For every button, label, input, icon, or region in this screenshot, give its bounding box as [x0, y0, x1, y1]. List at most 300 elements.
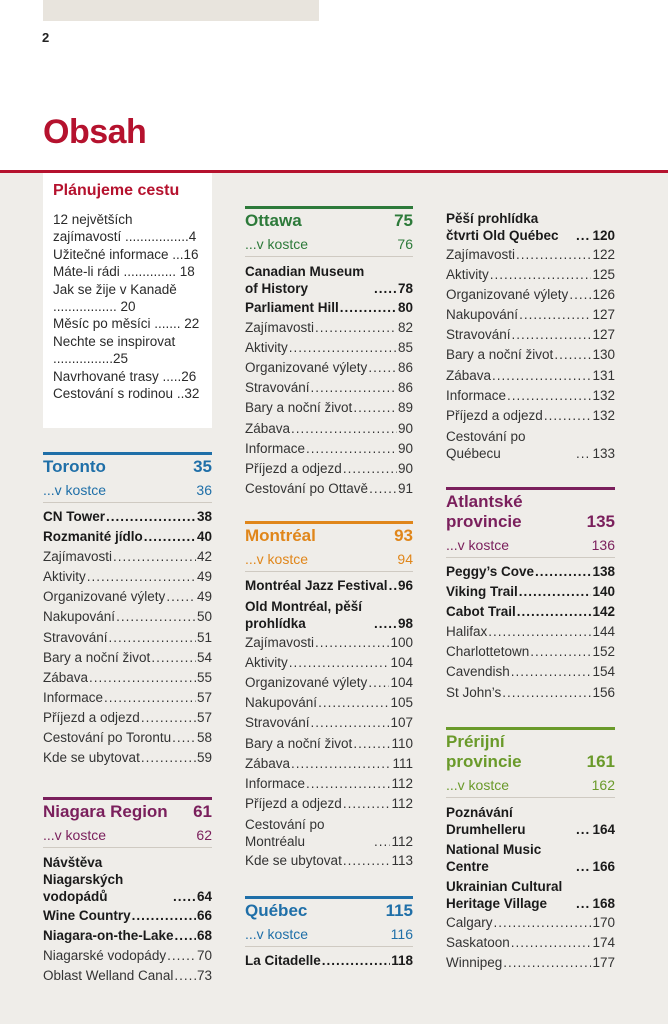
dot-leader — [492, 366, 591, 386]
section-overview-link[interactable] — [446, 537, 615, 553]
toc-entry[interactable] — [446, 622, 615, 642]
dot-leader — [507, 386, 591, 406]
entry-page: 133 — [592, 445, 615, 461]
entry-page: 125 — [592, 267, 615, 283]
toc-entry[interactable] — [446, 265, 615, 285]
dot-leader — [576, 895, 591, 912]
section-page: 75 — [394, 211, 413, 230]
toc-entry[interactable] — [245, 794, 413, 814]
toc-entry[interactable] — [245, 439, 413, 459]
entry-page: 82 — [397, 320, 413, 336]
entry-label: Peggy’s Cove — [446, 564, 535, 579]
entry-label: Nakupování — [43, 609, 116, 625]
dot-leader — [109, 628, 196, 648]
dot-leader — [374, 280, 397, 297]
section-heading-prairie[interactable] — [446, 727, 615, 774]
toc-entry[interactable] — [446, 683, 615, 703]
entry-label: Poznávání Drumhelleru — [446, 805, 526, 837]
section-heading-niagara[interactable] — [43, 797, 212, 824]
entry-label: Zajímavosti — [43, 549, 113, 565]
entry-list — [245, 576, 413, 871]
entry-label: Bary a noční život — [245, 400, 353, 416]
toc-entry[interactable] — [446, 876, 615, 913]
entry-label: Bary a noční život — [446, 347, 554, 363]
section-heading-ottawa[interactable] — [245, 206, 413, 233]
page-title: Obsah — [43, 113, 147, 151]
entry-label: Aktivity — [446, 267, 489, 283]
dot-leader — [530, 642, 591, 662]
entry-page: 49 — [196, 569, 212, 585]
section-overview-link[interactable] — [446, 777, 615, 793]
entry-label: Zábava — [245, 420, 291, 436]
entry-page: 73 — [196, 968, 212, 984]
dot-leader — [104, 688, 196, 708]
entry-list — [446, 562, 615, 703]
entry-list — [43, 852, 212, 986]
overview-page: 62 — [196, 827, 212, 843]
entry-label: Informace — [245, 775, 306, 791]
section-name: Prérijní provincie — [446, 732, 522, 771]
toc-entry[interactable] — [43, 946, 212, 966]
entry-label: Ukrainian Cultural Heritage Village — [446, 879, 563, 911]
section-page: 61 — [193, 802, 212, 821]
entry-page: 122 — [592, 247, 615, 262]
section-rule — [446, 797, 615, 798]
entry-page: 80 — [397, 300, 413, 315]
page-number: 2 — [42, 30, 50, 45]
entry-page: 70 — [196, 948, 212, 964]
entry-page: 130 — [592, 347, 615, 363]
entry-label: Parliament Hill — [245, 300, 339, 315]
overview-label: ...v kostce — [446, 537, 510, 553]
entry-label: Organizované výlety — [446, 287, 569, 303]
entry-page: 127 — [592, 307, 615, 323]
section-name: Atlantské provincie — [446, 492, 523, 531]
dot-leader — [502, 683, 591, 703]
entry-label: Kde se ubytovat — [245, 852, 342, 868]
planning-item[interactable]: Cestování s rodinou ..32 — [53, 386, 200, 402]
entry-page: 140 — [592, 584, 615, 600]
entry-label: Niagarské vodopády — [43, 948, 167, 964]
entry-page: 170 — [592, 915, 615, 930]
entry-list — [446, 208, 615, 463]
entry-page: 132 — [592, 407, 615, 423]
entry-page: 78 — [397, 281, 413, 296]
section-rule — [245, 256, 413, 257]
planning-item[interactable]: Užitečné informace ...16 — [53, 246, 199, 262]
section-name: Toronto — [43, 457, 106, 476]
entry-label: Saskatoon — [446, 935, 510, 951]
entry-page: 96 — [397, 578, 413, 593]
dot-leader — [315, 318, 397, 338]
toc-entry[interactable] — [245, 713, 413, 733]
entry-page: 90 — [397, 440, 413, 456]
dot-leader — [368, 673, 389, 693]
entry-page: 42 — [196, 549, 212, 565]
entry-page: 144 — [592, 624, 615, 640]
dot-leader — [167, 946, 196, 966]
toc-entry[interactable] — [43, 748, 212, 768]
section-rule — [245, 571, 413, 572]
overview-page: 94 — [397, 551, 413, 567]
toc-entry[interactable] — [446, 662, 615, 682]
dot-leader — [289, 338, 397, 358]
toc-entry[interactable] — [245, 734, 413, 754]
dot-leader — [369, 479, 397, 499]
toc-entry[interactable] — [43, 607, 212, 627]
entry-page: 111 — [392, 755, 413, 771]
entry-page: 64 — [196, 889, 212, 904]
entry-label: Halifax — [446, 624, 488, 640]
toc-entry[interactable] — [446, 386, 615, 406]
toc-entry[interactable] — [43, 728, 212, 748]
section-page: 161 — [586, 752, 615, 771]
entry-label: Zábava — [245, 755, 291, 771]
dot-leader — [374, 833, 390, 850]
toc-entry[interactable] — [245, 479, 413, 499]
dot-leader — [368, 358, 397, 378]
entry-list — [446, 802, 615, 973]
entry-page: 59 — [196, 750, 212, 766]
planning-item[interactable]: Jak se žije v Kanadě ................. 20 — [53, 281, 177, 315]
entry-label: Příjezd a odjezd — [245, 795, 342, 811]
entry-label: Oblast Welland Canal — [43, 968, 174, 984]
planning-title: Plánujeme cestu — [53, 182, 180, 199]
dot-leader — [166, 587, 196, 607]
dot-leader — [173, 888, 196, 905]
entry-label: Zábava — [43, 669, 89, 685]
entry-label: Stravování — [245, 715, 310, 731]
dot-leader — [544, 406, 592, 426]
entry-label: Příjezd a odjezd — [446, 407, 543, 423]
toc-entry[interactable] — [245, 318, 413, 338]
toc-entry[interactable] — [446, 366, 615, 386]
toc-entry[interactable] — [446, 305, 615, 325]
entry-page: 126 — [592, 287, 615, 303]
toc-entry[interactable] — [245, 633, 413, 653]
dot-leader — [569, 285, 591, 305]
dot-leader — [289, 653, 390, 673]
entry-label: Stravování — [446, 327, 511, 343]
toc-entry[interactable] — [43, 587, 212, 607]
dot-leader — [116, 607, 196, 627]
dot-leader — [87, 567, 196, 587]
dot-leader — [343, 794, 391, 814]
entry-label: Old Montréal, pěší prohlídka — [245, 599, 363, 632]
overview-label: ...v kostce — [446, 777, 510, 793]
entry-label: Calgary — [446, 915, 493, 930]
entry-label: Cestování po Québecu — [446, 428, 526, 461]
entry-page: 156 — [592, 684, 615, 700]
dot-leader — [494, 913, 592, 933]
entry-label: Informace — [446, 387, 507, 403]
entry-page: 51 — [196, 629, 212, 645]
entry-page: 177 — [592, 955, 615, 971]
section-overview-link[interactable] — [43, 827, 212, 843]
entry-page: 49 — [196, 589, 212, 605]
dot-leader — [576, 821, 591, 838]
toc-entry[interactable] — [245, 398, 413, 418]
dot-leader — [343, 459, 397, 479]
toc-entry[interactable] — [43, 648, 212, 668]
entry-page: 57 — [196, 689, 212, 705]
entry-page: 89 — [397, 400, 413, 416]
entry-list — [43, 507, 212, 768]
dot-leader — [318, 693, 389, 713]
overview-label: ...v kostce — [245, 926, 309, 942]
overview-page: 136 — [591, 537, 615, 553]
toc-entry[interactable] — [446, 208, 615, 245]
entry-label: Bary a noční život — [245, 735, 353, 751]
entry-label: Aktivity — [43, 569, 86, 585]
entry-page: 154 — [592, 664, 615, 680]
dot-leader — [343, 851, 391, 871]
section-page: 93 — [394, 526, 413, 545]
overview-label: ...v kostce — [245, 551, 309, 567]
toc-entry[interactable] — [245, 261, 413, 298]
section-heading-toronto[interactable] — [43, 452, 212, 479]
entry-page: 120 — [592, 228, 615, 243]
section-heading-quebec[interactable] — [245, 896, 413, 923]
toc-entry[interactable] — [245, 851, 413, 871]
entry-label: Stravování — [43, 629, 108, 645]
entry-label: Organizované výlety — [245, 675, 368, 691]
entry-label: Winnipeg — [446, 955, 503, 971]
entry-label: Návštěva Niagarských vodopádů — [43, 855, 124, 904]
entry-label: Cestování po Montréalu — [245, 816, 325, 849]
entry-label: Cestování po Ottavě — [245, 480, 369, 496]
section-name: Ottawa — [245, 211, 302, 230]
dot-leader — [353, 734, 390, 754]
overview-page: 162 — [591, 777, 615, 793]
dot-leader — [511, 662, 592, 682]
entry-page: 110 — [391, 735, 413, 751]
entry-label: Rozmanité jídlo — [43, 529, 143, 545]
toc-entry[interactable] — [245, 298, 413, 318]
dot-leader — [89, 668, 196, 688]
entry-page: 50 — [196, 609, 212, 625]
entry-list — [245, 951, 413, 971]
entry-label: Canadian Museum of History — [245, 264, 365, 296]
entry-page: 105 — [390, 695, 413, 711]
section-overview-link[interactable] — [245, 551, 413, 567]
entry-page: 127 — [592, 327, 615, 343]
toc-entry[interactable] — [446, 285, 615, 305]
toc-entry[interactable] — [446, 582, 615, 602]
toc-entry[interactable] — [446, 802, 615, 839]
dot-leader — [353, 398, 397, 418]
dot-leader — [144, 527, 196, 547]
entry-label: Organizované výlety — [245, 360, 368, 376]
entry-page: 118 — [391, 953, 413, 968]
section-overview-link[interactable] — [245, 926, 413, 942]
section-rule — [446, 557, 615, 558]
planning-item[interactable]: 12 největších zajímavostí .................4 — [53, 212, 197, 245]
entry-page: 104 — [390, 675, 413, 691]
entry-label: Zajímavosti — [245, 320, 315, 336]
toc-entry[interactable] — [43, 547, 212, 567]
entry-page: 66 — [196, 908, 212, 923]
toc-entry[interactable] — [245, 459, 413, 479]
toc-entry[interactable] — [245, 754, 413, 774]
dot-leader — [535, 562, 591, 582]
toc-entry[interactable] — [446, 345, 615, 365]
overview-label: ...v kostce — [245, 236, 309, 252]
toc-entry[interactable] — [245, 814, 413, 851]
entry-label: Informace — [245, 440, 306, 456]
entry-label: Pěší prohlídka čtvrti Old Québec — [446, 211, 559, 243]
entry-label: Cavendish — [446, 664, 510, 680]
entry-label: Viking Trail — [446, 584, 518, 600]
planning-list — [53, 211, 203, 402]
toc-entry[interactable] — [446, 325, 615, 345]
dot-leader — [322, 951, 390, 971]
toc-entry[interactable] — [446, 913, 615, 933]
entry-label: CN Tower — [43, 509, 106, 524]
section-rule — [245, 946, 413, 947]
toc-entry[interactable] — [43, 966, 212, 986]
dot-leader — [519, 305, 591, 325]
section-page: 135 — [586, 512, 615, 531]
dot-leader — [511, 933, 592, 953]
dot-leader — [306, 439, 397, 459]
entry-label: Niagara-on-the-Lake — [43, 928, 174, 944]
toc-entry[interactable] — [245, 673, 413, 693]
dot-leader — [374, 615, 397, 632]
entry-page: 55 — [196, 669, 212, 685]
toc-entry[interactable] — [446, 602, 615, 622]
section-name: Niagara Region — [43, 802, 168, 821]
overview-page: 116 — [390, 926, 413, 942]
toc-entry[interactable] — [446, 933, 615, 953]
toc-entry[interactable] — [245, 653, 413, 673]
entry-label: Cestování po Torontu — [43, 730, 172, 746]
planning-item[interactable]: Máte-li rádi .............. 18 — [53, 264, 195, 280]
entry-label: Příjezd a odjezd — [43, 709, 140, 725]
toc-entry[interactable] — [43, 906, 212, 926]
dot-leader — [132, 906, 196, 926]
entry-label: Informace — [43, 689, 104, 705]
toc-entry[interactable] — [245, 576, 413, 596]
entry-label: Stravování — [245, 380, 310, 396]
entry-label: Aktivity — [245, 340, 288, 356]
toc-entry[interactable] — [43, 708, 212, 728]
entry-page: 131 — [592, 367, 615, 383]
toc-entry[interactable] — [446, 953, 615, 973]
dot-leader — [576, 445, 591, 462]
entry-page: 58 — [196, 730, 212, 746]
section-rule — [43, 847, 212, 848]
dot-leader — [113, 547, 196, 567]
section-name: Montréal — [245, 526, 316, 545]
entry-label: La Citadelle — [245, 953, 321, 968]
dot-leader — [141, 748, 196, 768]
entry-page: 138 — [592, 564, 615, 579]
section-overview-link[interactable] — [43, 482, 212, 498]
toc-entry[interactable] — [245, 774, 413, 794]
toc-entry[interactable] — [446, 245, 615, 265]
entry-list — [245, 261, 413, 499]
entry-page: 112 — [391, 795, 413, 811]
toc-entry[interactable] — [43, 567, 212, 587]
toc-entry[interactable] — [446, 839, 615, 876]
dot-leader — [340, 298, 397, 318]
entry-page: 98 — [397, 616, 413, 632]
toc-entry[interactable] — [43, 852, 212, 906]
entry-page: 112 — [391, 833, 413, 849]
planning-item[interactable]: Navrhované trasy .....26 — [53, 368, 197, 384]
toc-entry[interactable] — [245, 358, 413, 378]
entry-page: 86 — [397, 360, 413, 376]
toc-entry[interactable] — [245, 338, 413, 358]
dot-leader — [172, 728, 196, 748]
toc-entry[interactable] — [43, 926, 212, 946]
toc-entry[interactable] — [446, 426, 615, 463]
dot-leader — [311, 378, 397, 398]
entry-label: Cabot Trail — [446, 604, 516, 620]
entry-page: 166 — [592, 859, 615, 874]
toc-entry[interactable] — [245, 693, 413, 713]
section-name: Québec — [245, 901, 308, 920]
dot-leader — [106, 507, 196, 527]
toc-entry[interactable] — [245, 378, 413, 398]
section-overview-link[interactable] — [245, 236, 413, 252]
entry-label: Nakupování — [446, 307, 519, 323]
toc-entry[interactable] — [43, 507, 212, 527]
toc-entry[interactable] — [43, 628, 212, 648]
toc-entry[interactable] — [245, 419, 413, 439]
planning-item[interactable]: Nechte se inspirovat ................25 — [53, 333, 176, 367]
toc-entry[interactable] — [43, 668, 212, 688]
dot-leader — [141, 708, 196, 728]
dot-leader — [490, 265, 592, 285]
entry-page: 54 — [196, 649, 212, 665]
entry-label: Bary a noční život — [43, 649, 151, 665]
toc-entry[interactable] — [446, 642, 615, 662]
entry-page: 91 — [397, 480, 413, 496]
entry-label: Zábava — [446, 367, 492, 383]
entry-label: Organizované výlety — [43, 589, 166, 605]
dot-leader — [151, 648, 196, 668]
overview-label: ...v kostce — [43, 482, 107, 498]
overview-page: 36 — [196, 482, 212, 498]
entry-label: Aktivity — [245, 655, 288, 671]
entry-label: Wine Country — [43, 908, 131, 923]
dot-leader — [311, 713, 390, 733]
toc-entry[interactable] — [43, 688, 212, 708]
entry-page: 40 — [196, 529, 212, 545]
section-heading-montreal[interactable] — [245, 521, 413, 548]
section-heading-atlantic[interactable] — [446, 487, 615, 534]
entry-page: 90 — [397, 420, 413, 436]
overview-label: ...v kostce — [43, 827, 107, 843]
planning-item[interactable]: Měsíc po měsíci ....... 22 — [53, 316, 200, 332]
toc-entry[interactable] — [245, 596, 413, 633]
dot-leader — [306, 774, 390, 794]
toc-entry[interactable] — [446, 406, 615, 426]
toc-entry[interactable] — [446, 562, 615, 582]
dot-leader — [503, 953, 591, 973]
dot-leader — [576, 227, 591, 244]
toc-entry[interactable] — [245, 951, 413, 971]
dot-leader — [517, 602, 592, 622]
entry-page: 164 — [592, 822, 615, 837]
dot-leader — [175, 926, 196, 946]
dot-leader — [554, 345, 591, 365]
entry-page: 174 — [592, 935, 615, 951]
toc-entry[interactable] — [43, 527, 212, 547]
entry-label: Příjezd a odjezd — [245, 460, 342, 476]
